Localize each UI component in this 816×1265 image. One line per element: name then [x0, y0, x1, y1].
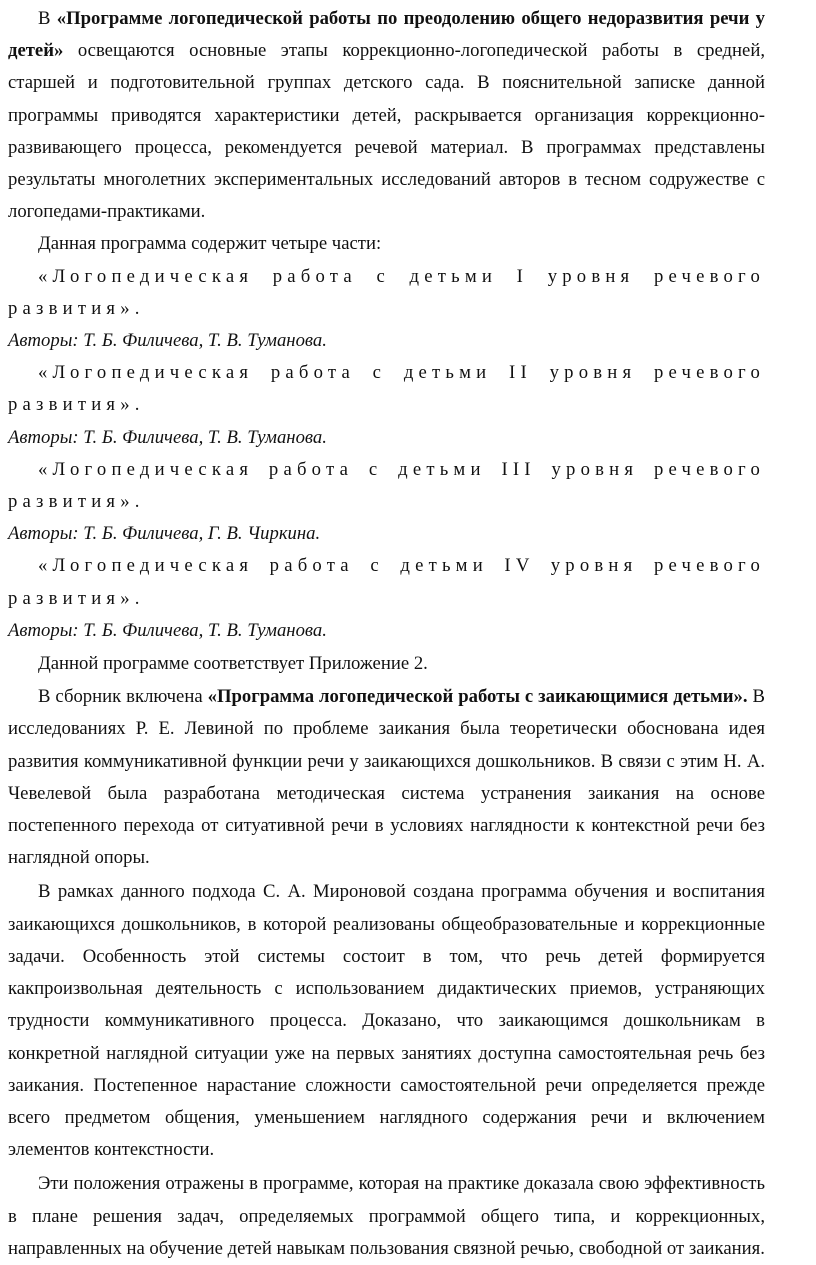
parts-list	[8, 261, 765, 647]
paragraph-program-overview	[8, 3, 765, 228]
part-item	[8, 550, 765, 647]
document-page	[8, 0, 765, 1265]
paragraph-appendix-note: Данной программе соответствует Приложение 2.	[38, 653, 428, 675]
part-item	[8, 454, 765, 551]
part-authors: Авторы: Т. Б. Филичева, Г. В. Чиркина.	[8, 523, 321, 545]
part-authors: Авторы: Т. Б. Филичева, Т. В. Туманова.	[8, 330, 327, 352]
paragraph-prefix: В	[38, 8, 57, 29]
paragraph-body: освещаются основные этапы коррекционно-логопедической работы в средней, старшей и подготовительной группах детского сада. В пояснительной записке данной программы приводятся характеристики детей, раскрывается организация коррекционно-развивающего процесса, рекомендуется речевой материал. В программах представлены результаты многолетних экспериментальных исследований авторов в тесном содружестве с логопедами-практиками.	[8, 40, 765, 223]
part-authors: Авторы: Т. Б. Филичева, Т. В. Туманова.	[8, 426, 327, 448]
paragraph-stuttering-program	[8, 681, 765, 874]
part-title: «Логопедическая работа с детьми II уровня речевого развития».	[8, 362, 765, 416]
paragraph-conclusion: Эти положения отражены в программе, которая на практике доказала свою эффективность в плане решения задач, определяемых программой общего типа, и коррекционных, направленных на обучение детей навыкам пользования связной речью, свободной от заикания.	[8, 1173, 765, 1259]
part-authors: Авторы: Т. Б. Филичева, Т. В. Туманова.	[8, 619, 327, 641]
paragraph-prefix: В сборник включена	[38, 686, 208, 708]
part-item	[8, 357, 765, 454]
part-title: «Логопедическая работа с детьми I уровня речевого развития».	[8, 265, 765, 319]
paragraph-mironova-approach: В рамках данного подхода С. А. Мироновой создана программа обучения и воспитания заикающихся дошкольников, в которой реализованы общеобразовательные и коррекционные задачи. Особенность этой системы состоит в том, что речь детей формируется какпроизвольная деятельность с использованием дидактических приемов, устраняющих трудности коммуникативного процесса. Доказано, что заикающимся дошкольникам в конкретной наглядной ситуации уже на первых занятиях доступна самостоятельная речь без заикания. Постепенное нарастание сложности самостоятельной речи определяется прежде всего предметом общения, уменьшением наглядного содержания речи и включением элементов контекстности.	[8, 881, 765, 1161]
program-title-onr: «Программе логопедической работы по преодолению общего недоразвития речи у детей»	[8, 8, 766, 62]
program-title-stuttering: «Программа логопедической работы с заикающимися детьми».	[207, 686, 748, 708]
part-title: «Логопедическая работа с детьми IV уровня речевого развития».	[8, 555, 765, 609]
part-title: «Логопедическая работа с детьми III уровня речевого развития».	[8, 458, 765, 513]
part-item	[8, 261, 765, 358]
paragraph-parts-intro: Данная программа содержит четыре части:	[38, 233, 382, 255]
paragraph-body: В исследованиях Р. Е. Левиной по проблеме заикания была теоретически обоснована идея развития коммуникативной функции речи у заикающихся дошкольников. В связи с этим Н. А. Чевелевой была разработана методическая система устранения заикания на основе постепенного перехода от ситуативной речи в условиях наглядности к контекстной речи без наглядной опоры.	[8, 686, 765, 869]
